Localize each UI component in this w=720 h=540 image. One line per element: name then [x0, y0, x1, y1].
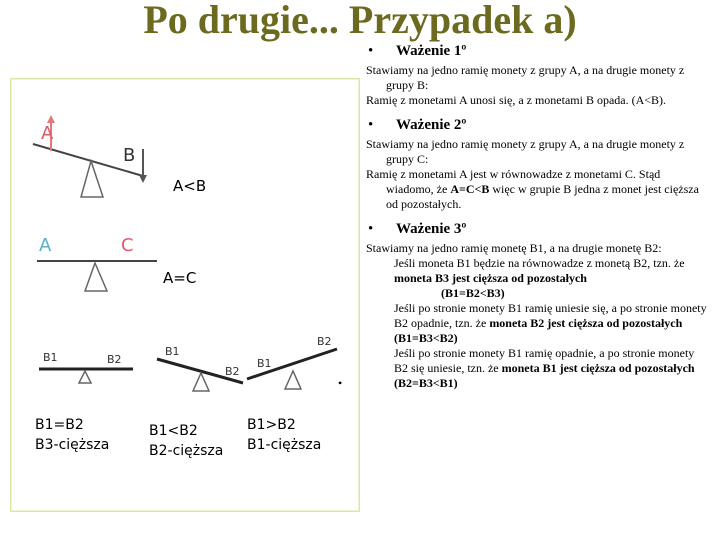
scale-weighing-3b	[157, 345, 243, 391]
balance-drawing	[11, 79, 359, 511]
scale-weighing-3a	[39, 351, 133, 383]
weighing-2-heading: • Ważenie 2º	[368, 117, 467, 133]
result-a-lt-b: A<B	[173, 177, 207, 195]
scale-weighing-2	[37, 235, 157, 291]
hand-label-c: C	[121, 235, 134, 256]
w3-case2-bold: moneta B2 jest cięższa od pozostałych	[489, 316, 683, 330]
result-a-eq-c: A=C	[163, 269, 197, 287]
w3-case3-text: Jeśli po stronie monety B1 ramię opadnie, a po stronie monety B2 się uniesie, tzn. że	[394, 346, 695, 375]
weighing-2-title: Ważenie 2º	[396, 117, 467, 133]
hand-label-b2-a: B2	[107, 353, 122, 366]
weighing-1-heading: • Ważenie 1º	[368, 43, 467, 59]
w2-text-a: Ramię z monetami A jest w równowadze z monetami C. Stąd wiadomo, że	[366, 167, 661, 196]
hand-label-a2: A	[39, 235, 52, 256]
slide-title: Po drugie... Przypadek a)	[143, 0, 577, 42]
weighing-2-paragraph-2	[366, 167, 710, 212]
weighing-1-paragraph-1: Stawiamy na jedno ramię monety z grupy A, a na drugie monety z grupy B:	[366, 63, 685, 92]
weighing-2-paragraph-1: Stawiamy na jedno ramię monety z grupy A, a na drugie monety z grupy C:	[366, 137, 685, 166]
result-b1-gt-b2: B1>B2	[247, 417, 296, 433]
scale-weighing-3c	[247, 335, 337, 389]
result-b2-heavier: B2-cięższa	[149, 443, 224, 459]
weighing-3-title: Ważenie 3º	[396, 221, 467, 237]
hand-label-a: A	[41, 123, 54, 144]
result-b1-lt-b2: B1<B2	[149, 423, 198, 439]
w3-case1-bold: moneta B3 jest cięższa od pozostałych	[394, 271, 587, 285]
w3-case3-formula: (B2=B3<B1)	[394, 376, 458, 390]
weighing-1-paragraph-2: Ramię z monetami A unosi się, a z monetami B opada. (A<B).	[366, 93, 667, 107]
hand-label-b1-a: B1	[43, 351, 58, 364]
hand-label-b2-c: B2	[317, 335, 332, 348]
weighing-1-title: Ważenie 1º	[396, 43, 467, 59]
w3-case1-formula: (B1=B2<B3)	[441, 286, 505, 300]
weighing-3-heading: • Ważenie 3º	[368, 221, 467, 237]
hand-label-b2-b: B2	[225, 365, 240, 378]
weighing-3-case-1	[366, 256, 710, 286]
result-b3-heavier: B3-cięższa	[35, 437, 110, 453]
w3-case2-text: Jeśli po stronie monety B1 ramię uniesie się, a po stronie monety B2 opadnie, tzn. że	[394, 301, 707, 330]
result-b1-heavier: B1-cięższa	[247, 437, 322, 453]
w3-case3-bold: moneta B1 jest cięższa od pozostałych	[501, 361, 695, 375]
hand-label-b: B	[123, 145, 136, 166]
weighing-3-paragraph-1: Stawiamy na jedno ramię monetę B1, a na drugie monetę B2:	[366, 241, 662, 255]
result-b1-eq-b2: B1=B2	[35, 417, 84, 433]
weighing-3-case-1-formula	[366, 286, 710, 301]
w2-text-b: A=C<B	[450, 182, 490, 196]
w3-case2-formula: (B1=B3<B2)	[394, 331, 458, 345]
explanation-text	[338, 43, 710, 391]
weighing-3-case-2	[366, 301, 710, 346]
hand-label-b1-b: B1	[165, 345, 180, 358]
hand-label-b1-c: B1	[257, 357, 272, 370]
w3-case1-text: Jeśli moneta B1 będzie na równowadze z monetą B2, tzn. że	[394, 256, 685, 270]
w2-text-c: więc w grupie B jedna z monet jest cięższa od pozostałych.	[386, 182, 699, 211]
balance-illustration	[10, 78, 360, 512]
weighing-3-case-3: • Jeśli po stronie monety B1 ramię opadnie, a po stronie monety B2 się uniesie, tzn. że moneta B1 jest cięższa od pozostałych (B2=B3<B1)	[338, 346, 695, 390]
scale-weighing-1	[33, 115, 147, 197]
